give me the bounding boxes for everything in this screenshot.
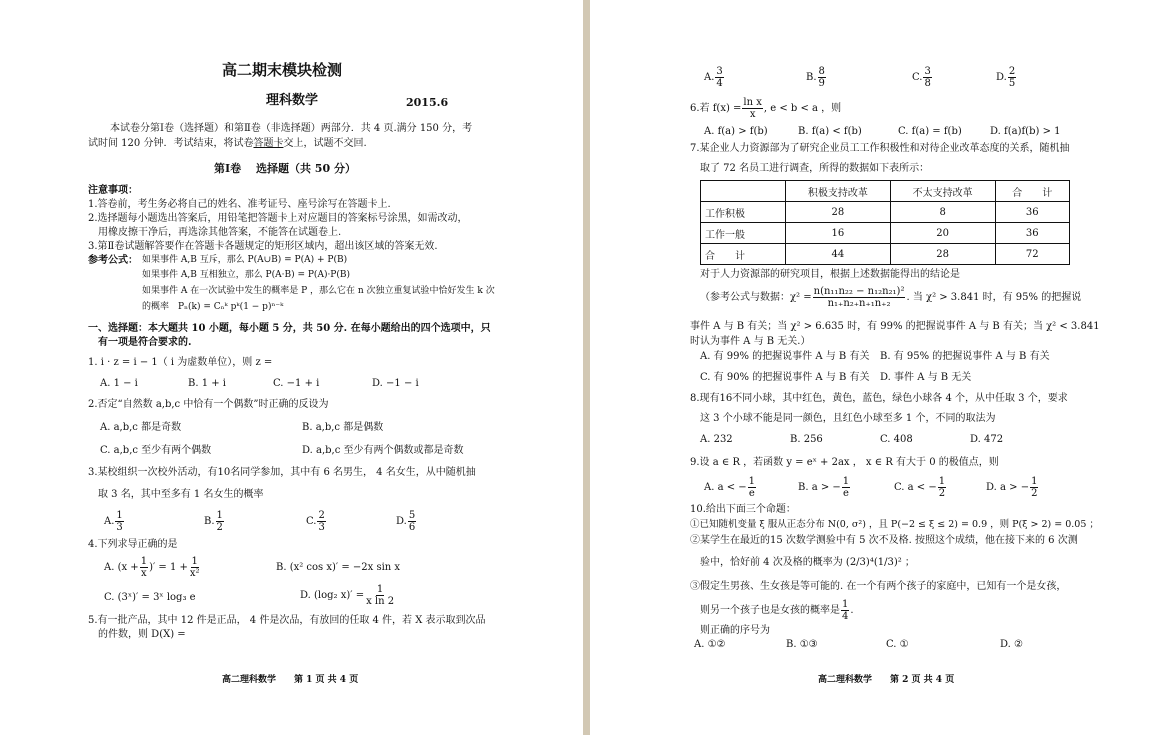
proposition-1: ①已知随机变量 ξ 服从正态分布 N(0, σ²) ，且 P(−2 ≤ ξ ≤ 2) = 0.9 ，则 P(ξ > 2) = 0.05 ； (690, 519, 1099, 530)
question-4: 4.下列求导正确的是 (88, 539, 178, 550)
question-5b: 的件数，则 D(X) = (98, 629, 186, 640)
q3-option-a: A. $\frac{1}{3}$ (104, 510, 123, 533)
formula-1: 如果事件 A,B 互斥，那么 P(A∪B) = P(A) + P(B) (142, 255, 348, 265)
proposition-3b: 则另一个孩子也是女孩的概率是 $\frac{1}{4}$ . (700, 599, 854, 622)
q10-option-b: B. ①③ (786, 639, 818, 650)
table-header-cell (701, 181, 786, 202)
q5-option-d: D. $\frac{2}{5}$ (996, 66, 1016, 89)
proposition-2: ②某学生在最近的15 次数学测验中有 5 次不及格. 按照这个成绩，他在接下来的 6 次测 (690, 535, 1078, 546)
question-1: 1. i · z = i − 1（ i 为虚数单位），则 z = (88, 357, 273, 368)
table-row (701, 202, 1070, 223)
q3-option-d: D. $\frac{5}{6}$ (396, 510, 416, 533)
q2-option-c: C. a,b,c 至少有两个偶数 (100, 445, 212, 456)
note-2: 2.选择题每小题选出答案后，用铅笔把答题卡上对应题目的答案标号涂黑，如需改动， (88, 213, 468, 224)
table-row (701, 244, 1070, 265)
proposition-3: ③假定生男孩、生女孩是等可能的. 在一个有两个孩子的家庭中，已知有一个是女孩， (690, 581, 1067, 592)
formula-heading: 参考公式： (88, 255, 138, 266)
q7-option-b: B. 有 95% 的把握说事件 A 与 B 有关 (880, 351, 1050, 362)
question-2: 2.否定“自然数 a,b,c 中恰有一个偶数”时正确的反设为 (88, 399, 329, 410)
q5-option-b: B. $\frac{8}{9}$ (806, 66, 825, 89)
note-1: 1.答卷前，考生务必将自己的姓名、准考证号、座号涂写在答题卡上. (88, 199, 391, 210)
part1-heading-2: 有一项是符合要求的. (98, 337, 192, 348)
q8-option-a: A. 232 (700, 434, 733, 445)
table-header-cell: 不太支持改革 (890, 181, 995, 202)
question-8: 8.现有16不同小球，其中红色，黄色，蓝色，绿色小球各 4 个，从中任取 3 个，要求 (690, 393, 1068, 404)
table-cell: 合 计 (701, 244, 786, 265)
table-cell: 16 (786, 223, 891, 244)
table-header-row (701, 181, 1070, 202)
question-3: 3.某校组织一次校外活动，有10名同学参加，其中有 6 名男生， 4 名女生，从中随机抽 (88, 467, 476, 478)
q2-option-b: B. a,b,c 都是偶数 (302, 422, 384, 433)
page-1-footer: 高二理科数学 第 1 页 共 4 页 (222, 675, 359, 685)
q1-option-b: B. 1 + i (188, 378, 227, 389)
table-row (701, 223, 1070, 244)
q6-option-d: D. f(a)f(b) > 1 (990, 126, 1061, 137)
q6-option-b: B. f(a) < f(b) (798, 126, 862, 137)
q1-option-a: A. 1 − i (100, 378, 138, 389)
q7-option-d: D. 事件 A 与 B 无关 (880, 372, 972, 383)
page-gutter (583, 0, 590, 735)
question-7d: （参考公式与数据：χ² = $\frac{\text{n(n₁₁n₂₂ − n₁₂n₂₁)²}}{\text{n₁₊n₂₊n₊₁n₊₂}}$ . 当 χ² > 3.841 时，有 95% 的把握说 (700, 286, 1082, 309)
q8-option-d: D. 472 (970, 434, 1004, 445)
question-10: 10.给出下面三个命题： (690, 504, 796, 515)
formula-4: 的概率 Pₙ(k) = Cₙᵏ pᵏ(1 − p)ⁿ⁻ᵏ (142, 302, 284, 312)
q3-option-c: C. $\frac{2}{3}$ (306, 510, 325, 533)
q1-option-d: D. −1 − i (372, 378, 419, 389)
q7-option-c: C. 有 90% 的把握说事件 A 与 B 有关 (700, 372, 870, 383)
question-7: 7.某企业人力资源部为了研究企业员工工作积极性和对待企业改革态度的关系，随机抽 (690, 143, 1070, 154)
table-cell: 8 (890, 202, 995, 223)
question-9: 9.设 a ∈ R ，若函数 y = eˣ + 2ax ， x ∈ R 有大于 0 的极值点，则 (690, 457, 999, 468)
q9-option-a: A. a < − $\frac{1}{e}$ (704, 476, 756, 499)
question-10-prompt: 则正确的序号为 (700, 625, 770, 636)
question-6: 6.若 f(x) = $\frac{\text{ln x}}{x}$ , e < b < a ，则 (690, 97, 842, 120)
q8-option-b: B. 256 (790, 434, 823, 445)
note-2b: 用橡皮擦干净后，再选涂其他答案，不能答在试题卷上. (98, 227, 342, 238)
proposition-2b: 验中，恰好前 4 次及格的概率为 (2/3)⁴(1/3)² ； (700, 557, 915, 568)
notes-heading: 注意事项： (88, 185, 138, 196)
survey-table (700, 180, 1070, 265)
q7-option-a: A. 有 99% 的把握说事件 A 与 B 有关 (700, 351, 870, 362)
page-2-footer: 高二理科数学 第 2 页 共 4 页 (818, 675, 955, 685)
section-heading: 第Ⅰ卷 选择题（共 50 分） (214, 162, 356, 175)
exam-subject: 理科数学 (266, 93, 319, 108)
table-header-cell: 合 计 (995, 181, 1069, 202)
page-1 (0, 0, 583, 735)
q10-option-d: D. ② (1000, 639, 1023, 650)
table-header-cell: 积极支持改革 (786, 181, 891, 202)
table-cell: 20 (890, 223, 995, 244)
q6-option-a: A. f(a) > f(b) (704, 126, 768, 137)
table-cell: 28 (786, 202, 891, 223)
table-cell: 44 (786, 244, 891, 265)
q10-option-a: A. ①② (694, 639, 726, 650)
question-8b: 这 3 个小球不能是同一颜色，且红色小球至多 1 个，不同的取法为 (700, 413, 996, 424)
q4-option-b: B. (x² cos x)′ = −2x sin x (276, 562, 401, 573)
q5-option-c: C. $\frac{3}{8}$ (912, 66, 931, 89)
note-3: 3.第Ⅱ卷试题解答要作在答题卡各题规定的矩形区域内，超出该区域的答案无效. (88, 241, 438, 252)
table-cell: 28 (890, 244, 995, 265)
table-cell: 工作积极 (701, 202, 786, 223)
question-7e: 事件 A 与 B 有关；当 χ² > 6.635 时，有 99% 的把握说事件 A 与 B 有关；当 χ² < 3.841 (690, 321, 1100, 332)
q4-option-d: D. (log₂ x)′ = $\frac{1}{\text{x ln 2}}$ (300, 584, 395, 607)
formula-2: 如果事件 A,B 互相独立，那么 P(A·B) = P(A)·P(B) (142, 270, 351, 280)
intro-line-2: 试时间 120 分钟．考试结束，将试卷答题卡交上，试题不交回. (88, 138, 367, 149)
q4-option-a: A. (x + $\frac{1}{x}$ )′ = 1 + $\frac{1}{\text{x²}}$ (104, 556, 200, 579)
q8-option-c: C. 408 (880, 434, 913, 445)
question-7f: 时认为事件 A 与 B 无关.） (690, 336, 811, 347)
q5-option-a: A. $\frac{3}{4}$ (704, 66, 723, 89)
question-7c: 对于人力资源部的研究项目，根据上述数据能得出的结论是 (700, 269, 960, 280)
q3-option-b: B. $\frac{1}{2}$ (204, 510, 223, 533)
page-2 (590, 0, 1172, 735)
q9-option-d: D. a > − $\frac{1}{2}$ (986, 476, 1038, 499)
part1-heading: 一、选择题：本大题共 10 小题，每小题 5 分，共 50 分. 在每小题给出的四个选项中，只 (88, 323, 491, 334)
q9-option-c: C. a < − $\frac{1}{2}$ (894, 476, 946, 499)
q9-option-b: B. a > − $\frac{1}{e}$ (798, 476, 850, 499)
q10-option-c: C. ① (886, 639, 909, 650)
exam-date: 2015.6 (406, 96, 449, 109)
question-7b: 取了 72 名员工进行调查，所得的数据如下表所示： (700, 163, 930, 174)
table-cell: 工作一般 (701, 223, 786, 244)
q4-option-c: C. (3ˣ)′ = 3ˣ log₃ e (104, 592, 196, 603)
intro-line-1: 本试卷分第Ⅰ卷（选择题）和第Ⅱ卷（非选择题）两部分．共 4 页.满分 150 分，考 (110, 123, 473, 134)
formula-3: 如果事件 A 在一次试验中发生的概率是 P ，那么它在 n 次独立重复试验中恰好发生 k 次 (142, 286, 495, 296)
q2-option-a: A. a,b,c 都是奇数 (100, 422, 182, 433)
question-5: 5.有一批产品，其中 12 件是正品， 4 件是次品，有放回的任取 4 件，若 X 表示取到次品 (88, 615, 486, 626)
table-cell: 36 (995, 202, 1069, 223)
table-cell: 72 (995, 244, 1069, 265)
q6-option-c: C. f(a) = f(b) (898, 126, 962, 137)
q2-option-d: D. a,b,c 至少有两个偶数或都是奇数 (302, 445, 464, 456)
exam-title: 高二期末模块检测 (222, 61, 343, 79)
question-3b: 取 3 名，其中至多有 1 名女生的概率 (98, 489, 264, 500)
table-cell: 36 (995, 223, 1069, 244)
q1-option-c: C. −1 + i (273, 378, 320, 389)
